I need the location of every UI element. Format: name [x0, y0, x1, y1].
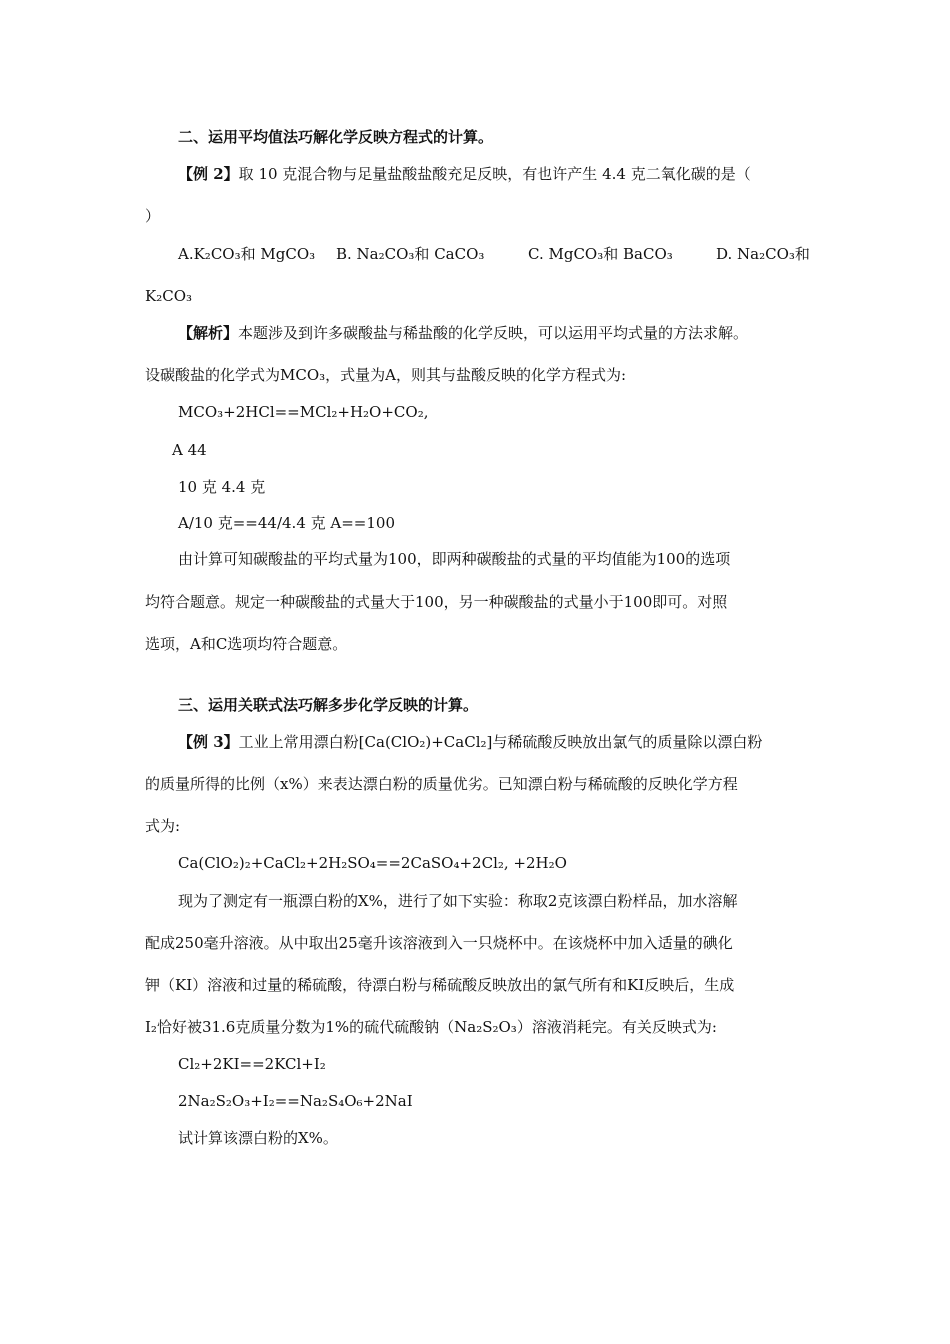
example3-tag: 【例 3】 — [178, 733, 239, 751]
section2-heading: 二、运用平均值法巧解化学反映方程式的计算。 — [178, 128, 494, 146]
experiment-line4: I₂恰好被31.6克质量分数为1%的硫代硫酸钠（Na₂S₂O₃）溶液消耗完。有关反映式为: — [145, 1018, 717, 1036]
example2-tag: 【例 2】 — [178, 165, 239, 183]
example3-line2: 的质量所得的比例（x%）来表达漂白粉的质量优劣。已知漂白粉与稀硫酸的反映化学方程 — [145, 775, 738, 793]
example3-line — [178, 732, 762, 752]
experiment-line1: 现为了测定有一瓶漂白粉的X%，进行了如下实验：称取2克该漂白粉样品，加水溶解 — [178, 892, 738, 910]
example3-line3: 式为: — [145, 817, 181, 835]
section3-heading: 三、运用关联式法巧解多步化学反映的计算。 — [178, 696, 479, 714]
option-b: B. Na₂CO₃和 CaCO₃ — [336, 245, 485, 263]
example2-line — [178, 164, 751, 184]
analysis-tag: 【解析】 — [178, 324, 239, 342]
example3-text: 工业上常用漂白粉[Ca(ClO₂)+CaCl₂]与稀硫酸反映放出氯气的质量除以漂白粉 — [238, 733, 763, 751]
conclusion-line2: 均符合题意。规定一种碳酸盐的式量大于100，另一种碳酸盐的式量小于100即可。对照 — [145, 593, 728, 611]
ratio-row1: A 44 — [172, 441, 207, 459]
conclusion-line3: 选项，A和C选项均符合题意。 — [145, 635, 348, 653]
conclusion-line1: 由计算可知碳酸盐的平均式量为100，即两种碳酸盐的式量的平均值能为100的选项 — [178, 550, 731, 568]
reaction-2: 2Na₂S₂O₃+I₂==Na₂S₄O₆+2NaI — [178, 1092, 413, 1110]
analysis-line — [178, 323, 748, 343]
equation-line: MCO₃+2HCl==MCl₂+H₂O+CO₂, — [178, 403, 429, 421]
option-c: C. MgCO₃和 BaCO₃ — [528, 245, 673, 263]
reaction-1: Cl₂+2KI==2KCl+I₂ — [178, 1055, 326, 1073]
option-d: D. Na₂CO₃和 — [716, 245, 810, 263]
example2-text: 取 10 克混合物与足量盐酸盐酸充足反映，有也许产生 4.4 克二氧化碳的是（ — [238, 165, 751, 183]
experiment-line2: 配成250毫升溶液。从中取出25毫升该溶液到入一只烧杯中。在该烧杯中加入适量的碘化 — [145, 934, 733, 952]
ratio-row3: A/10 克==44/4.4 克 A==100 — [178, 514, 396, 532]
experiment-line3: 钾（KI）溶液和过量的稀硫酸，待漂白粉与稀硫酸反映放出的氯气所有和KI反映后，生成 — [145, 976, 735, 994]
bleach-equation: Ca(ClO₂)₂+CaCl₂+2H₂SO₄==2CaSO₄+2Cl₂, +2H₂O — [178, 854, 567, 872]
analysis-line2: 设碳酸盐的化学式为MCO₃，式量为A，则其与盐酸反映的化学方程式为: — [145, 366, 627, 384]
question-line: 试计算该漂白粉的X%。 — [178, 1129, 338, 1147]
analysis-text: 本题涉及到许多碳酸盐与稀盐酸的化学反映，可以运用平均式量的方法求解。 — [238, 324, 749, 342]
example2-close: ） — [145, 207, 161, 225]
option-a: A.K₂CO₃和 MgCO₃ — [178, 245, 316, 263]
option-d-continued: K₂CO₃ — [145, 287, 193, 305]
ratio-row2: 10 克 4.4 克 — [178, 478, 266, 496]
